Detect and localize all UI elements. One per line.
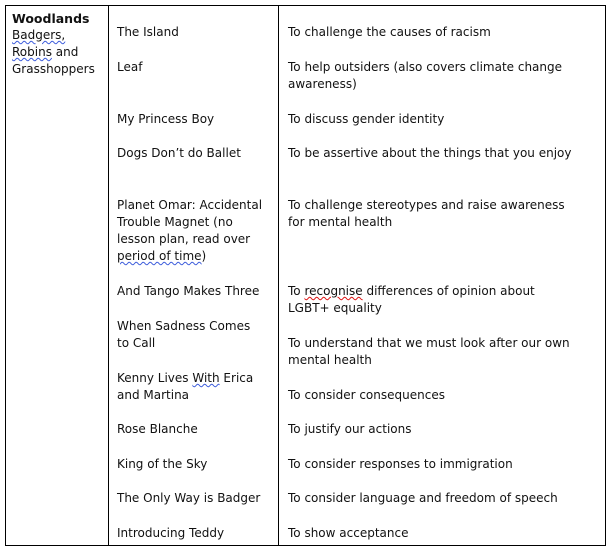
- book-title: Dogs Don’t do Ballet: [117, 146, 241, 160]
- aim-text: To show acceptance: [288, 526, 409, 540]
- book-title: My Princess Boy: [117, 112, 215, 126]
- book-title: [117, 370, 275, 404]
- aim-text: To challenge the causes of racism: [288, 25, 491, 39]
- book-title: King of the Sky: [117, 457, 208, 471]
- aim-text: To understand that we must look after our own mental health: [288, 336, 570, 367]
- group-title: Woodlands: [12, 11, 90, 26]
- book-title-part: Planet Omar: Accidental Trouble Magnet (no lesson plan, read over: [117, 198, 263, 246]
- aim-text: To be assertive about the things that you enjoy: [288, 146, 572, 160]
- column-divider: [108, 5, 109, 546]
- aim-text: [288, 283, 578, 317]
- aim-text: To help outsiders (also covers climate change awareness): [288, 60, 563, 91]
- book-title: The Only Way is Badger: [117, 491, 261, 505]
- aim-text: To consider consequences: [288, 388, 445, 402]
- book-title-part: period of time: [117, 249, 202, 263]
- aim-text: To consider responses to immigration: [288, 457, 513, 471]
- group-badgers: Badgers,: [12, 28, 66, 42]
- group-cell: [12, 10, 110, 78]
- book-title: Rose Blanche: [117, 422, 198, 436]
- group-robins: Robins: [12, 45, 52, 59]
- aim-text: To challenge stereotypes and raise awareness for mental health: [288, 198, 565, 229]
- book-title-part: Erica and Martina: [117, 371, 254, 402]
- group-and: and: [51, 45, 79, 59]
- aim-text-part: To: [288, 284, 305, 298]
- aim-text: To discuss gender identity: [288, 112, 445, 126]
- book-title: The Island: [117, 25, 179, 39]
- book-title: And Tango Makes Three: [117, 284, 260, 298]
- book-title-part: With: [192, 371, 220, 385]
- aim-text-part: differences of opinion about LGBT+ equality: [288, 284, 535, 315]
- book-title: [117, 197, 267, 265]
- aim-text-part: recognise: [304, 284, 363, 298]
- book-title: When Sadness Comes to Call: [117, 319, 251, 350]
- aim-text: To justify our actions: [288, 422, 412, 436]
- book-title-part: Kenny Lives: [117, 371, 193, 385]
- book-title: Leaf: [117, 60, 143, 74]
- group-grasshoppers: Grasshoppers: [12, 62, 95, 76]
- column-divider: [278, 5, 279, 546]
- book-title-part: ): [201, 249, 207, 263]
- book-title: Introducing Teddy: [117, 526, 225, 540]
- aim-text: To consider language and freedom of speech: [288, 491, 558, 505]
